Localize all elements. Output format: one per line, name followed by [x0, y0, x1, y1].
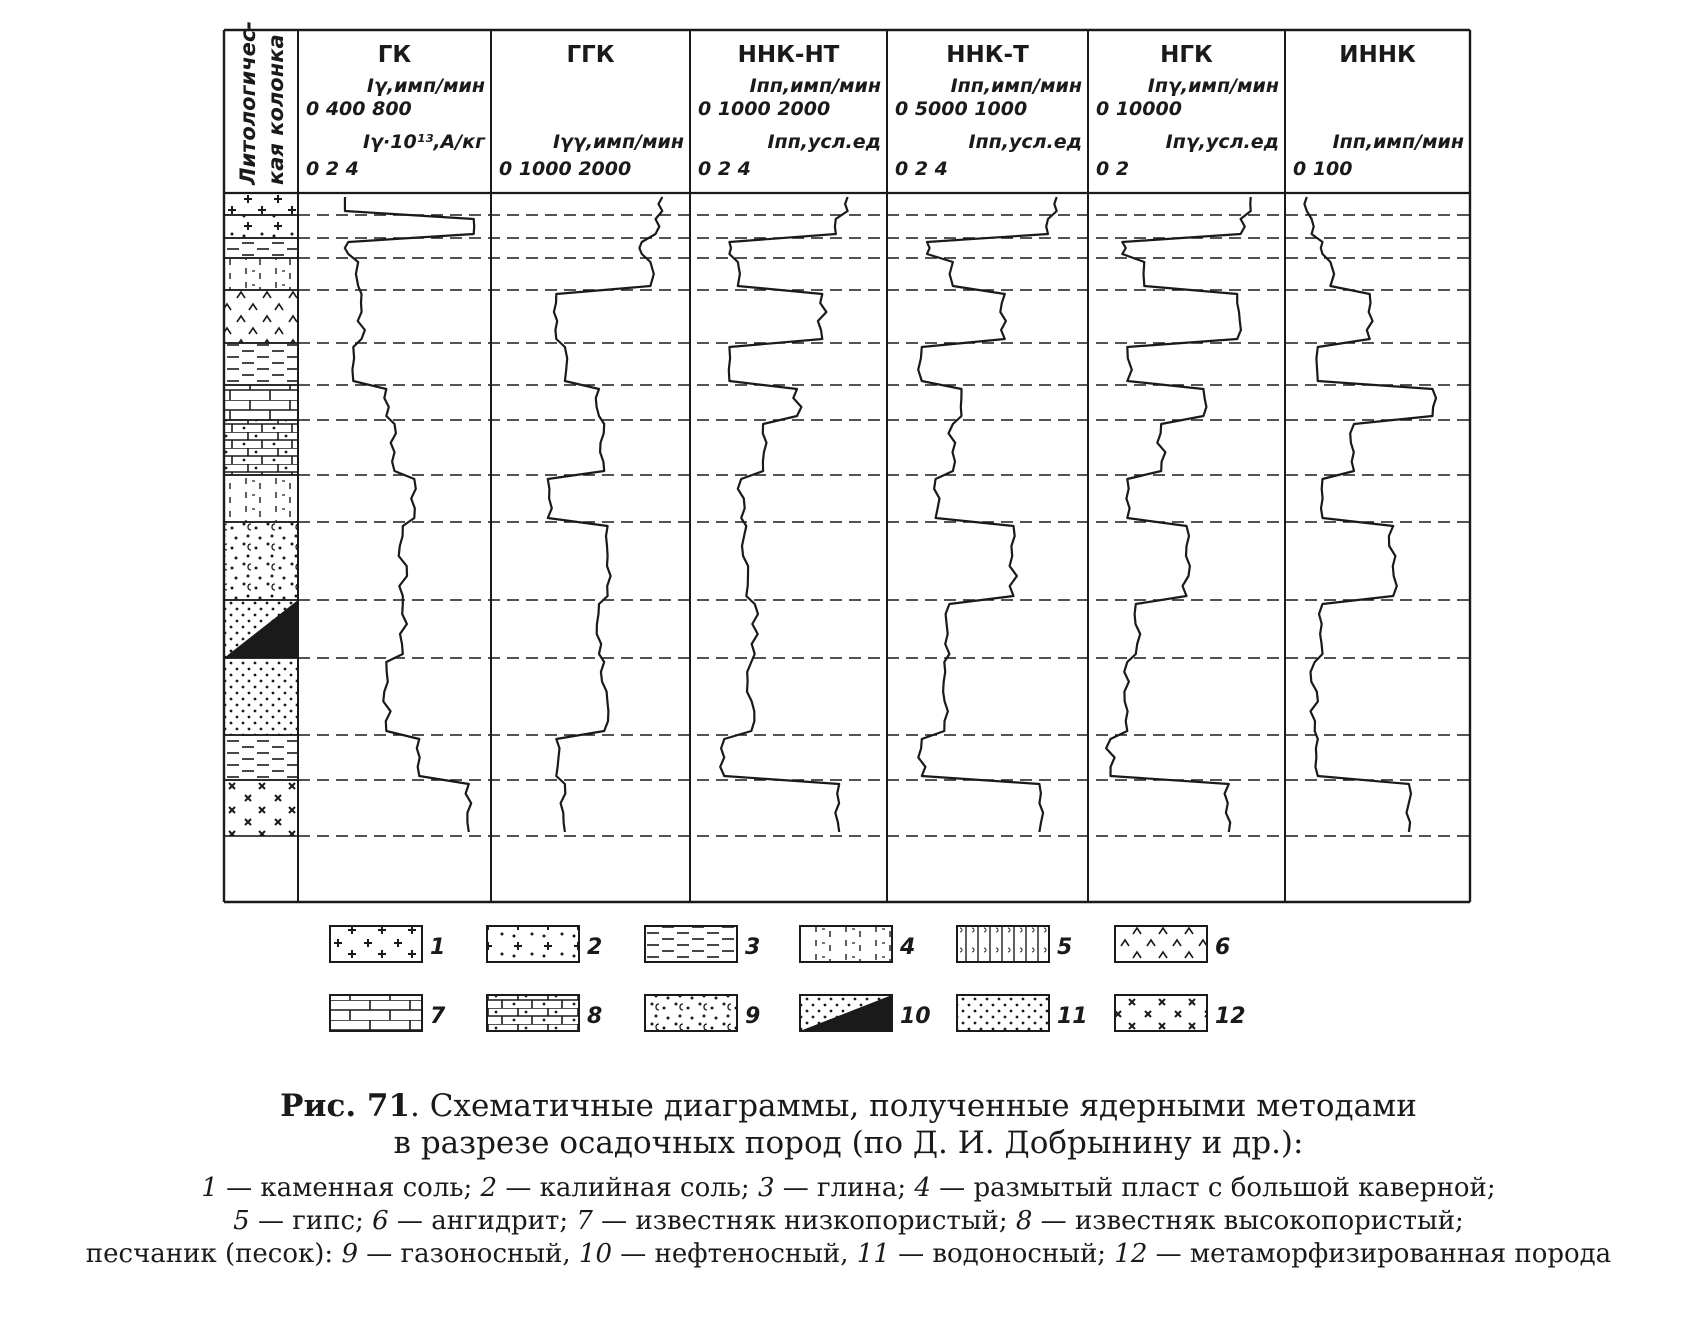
track-scale-label: 0 2 4 — [698, 158, 751, 180]
lith-layer-clay — [224, 343, 298, 385]
legend-swatch-5 — [957, 926, 1049, 962]
log-curve-track-2 — [548, 197, 663, 832]
lith-layer-metamorphic — [224, 780, 298, 836]
caption-item-text: — каменная соль; — [217, 1173, 481, 1203]
lith-layer-washout — [224, 258, 298, 290]
legend-number-8: 8 — [587, 1004, 603, 1029]
log-curve-track-1 — [345, 197, 474, 832]
lith-layer-clay — [224, 238, 298, 258]
track-scale-label: 0 2 4 — [306, 158, 359, 180]
legend-number-9: 9 — [745, 1004, 761, 1029]
track-scale-label: 0 2 4 — [895, 158, 948, 180]
caption-legend — [0, 1172, 1697, 1271]
track-scale-label: 0 100 — [1293, 158, 1353, 180]
caption-legend-line — [0, 1205, 1697, 1238]
legend-swatch-4 — [800, 926, 892, 962]
caption-item-text: — нефтеносный, — [612, 1239, 857, 1269]
track-unit-label: Iпп,имп/мин — [950, 75, 1082, 97]
legend-swatch-1 — [330, 926, 422, 962]
track-unit-label: Iпγ,усл.ед — [1165, 131, 1279, 153]
caption-item-number: 6 — [372, 1206, 389, 1236]
lith-layer-limestone-low — [224, 385, 298, 420]
track-unit-label: Iγ·10¹³,А/кг — [363, 131, 485, 153]
track-unit-label: Iγ,имп/мин — [366, 75, 485, 97]
caption-item-number: 2 — [480, 1173, 498, 1203]
caption-title-line-2: в разрезе осадочных пород (по Д. И. Добрынину и др.): — [393, 1125, 1304, 1161]
track-title-3: ННК-НТ — [737, 42, 840, 68]
track-unit-label: Iпп,имп/мин — [1332, 131, 1464, 153]
track-title-4: ННК-Т — [946, 42, 1029, 68]
caption-item-number: 8 — [1015, 1206, 1033, 1236]
caption-item-text: — метаморфизированная порода — [1147, 1239, 1612, 1269]
legend-swatch-8 — [487, 995, 579, 1031]
caption-legend-line — [0, 1238, 1697, 1271]
lith-layer-limestone-high — [224, 420, 298, 475]
legend-number-3: 3 — [745, 935, 761, 960]
caption-item-text: — известняк низкопористый; — [592, 1206, 1016, 1236]
caption-title-line-1 — [0, 1088, 1697, 1125]
lith-layer-clay — [224, 735, 298, 780]
legend-swatch-2 — [487, 926, 579, 962]
track-unit-label: Iпγ,имп/мин — [1147, 75, 1279, 97]
track-title-2: ГГК — [566, 42, 615, 68]
caption-item-number: 10 — [578, 1239, 612, 1269]
lith-layer-rocksalt — [224, 193, 298, 215]
track-title-1: ГК — [377, 42, 412, 68]
lith-layer-anhydrite — [224, 290, 298, 343]
caption-item-text: — известняк высокопористый; — [1032, 1206, 1464, 1236]
lith-layer-sand-water — [224, 658, 298, 735]
track-title-5: НГК — [1160, 42, 1213, 68]
lith-header-line: кая колонка — [264, 34, 288, 185]
track-scale-label: 0 10000 — [1096, 98, 1182, 120]
legend-number-12: 12 — [1215, 1004, 1246, 1029]
legend-swatch-11 — [957, 995, 1049, 1031]
caption-item-number: 7 — [576, 1206, 593, 1236]
legend-number-7: 7 — [430, 1004, 446, 1029]
legend-number-2: 2 — [587, 935, 603, 960]
legend-swatch-12 — [1115, 995, 1207, 1031]
legend-swatch-9 — [645, 995, 737, 1031]
lith-layer-potash — [224, 215, 298, 238]
caption-item-number: 9 — [341, 1239, 358, 1269]
lith-layer-washout — [224, 475, 298, 522]
figure-label: Рис. 71 — [280, 1088, 411, 1124]
lith-layer-sand-gas — [224, 522, 298, 600]
track-unit-label: Iγγ,имп/мин — [552, 131, 684, 153]
caption-item-text: — глина; — [774, 1173, 915, 1203]
track-unit-label: Iпп,усл.ед — [968, 131, 1082, 153]
track-scale-label: 0 400 800 — [306, 98, 412, 120]
log-curve-track-5 — [1106, 197, 1251, 832]
caption-item-text: — размытый пласт с большой каверной; — [930, 1173, 1496, 1203]
legend-number-1: 1 — [430, 935, 446, 960]
track-scale-label: 0 2 — [1096, 158, 1130, 180]
caption-title-1: . Схематичные диаграммы, полученные ядерными методами — [410, 1088, 1417, 1124]
caption-item-number: 12 — [1114, 1239, 1148, 1269]
caption-item-text: — гипс; — [249, 1206, 373, 1236]
track-unit-label: Iпп,усл.ед — [767, 131, 881, 153]
caption-item-number: 1 — [201, 1173, 218, 1203]
legend-swatch-3 — [645, 926, 737, 962]
caption-item-text: — калийная соль; — [497, 1173, 758, 1203]
track-scale-label: 0 1000 2000 — [698, 98, 831, 120]
caption-item-text: песчаник (песок): — [85, 1239, 342, 1269]
legend-number-10: 10 — [900, 1004, 931, 1029]
track-title-6: ИННК — [1339, 42, 1416, 68]
legend-number-5: 5 — [1057, 935, 1073, 960]
caption-item-text: — ангидрит; — [388, 1206, 577, 1236]
caption-legend-line — [0, 1172, 1697, 1205]
lith-column-header — [236, 21, 288, 186]
caption-item-text: — газоносный, — [357, 1239, 579, 1269]
caption-item-number: 3 — [757, 1173, 775, 1203]
figure-caption — [0, 1088, 1697, 1271]
log-curve-track-6 — [1304, 197, 1436, 832]
caption-item-number: 11 — [856, 1239, 890, 1269]
lith-header-line: Литологичес- — [236, 20, 260, 185]
log-curve-track-4 — [918, 197, 1056, 832]
legend-number-6: 6 — [1215, 935, 1231, 960]
legend-swatch-6 — [1115, 926, 1207, 962]
caption-item-number: 5 — [233, 1206, 250, 1236]
log-curve-track-3 — [720, 197, 847, 832]
legend-number-11: 11 — [1057, 1004, 1088, 1029]
legend-swatch-7 — [330, 995, 422, 1031]
track-scale-label: 0 1000 2000 — [499, 158, 632, 180]
caption-item-number: 4 — [914, 1173, 931, 1203]
track-unit-label: Iпп,имп/мин — [749, 75, 881, 97]
caption-item-text: — водоносный; — [889, 1239, 1115, 1269]
track-scale-label: 0 5000 1000 — [895, 98, 1028, 120]
legend-number-4: 4 — [900, 935, 916, 960]
